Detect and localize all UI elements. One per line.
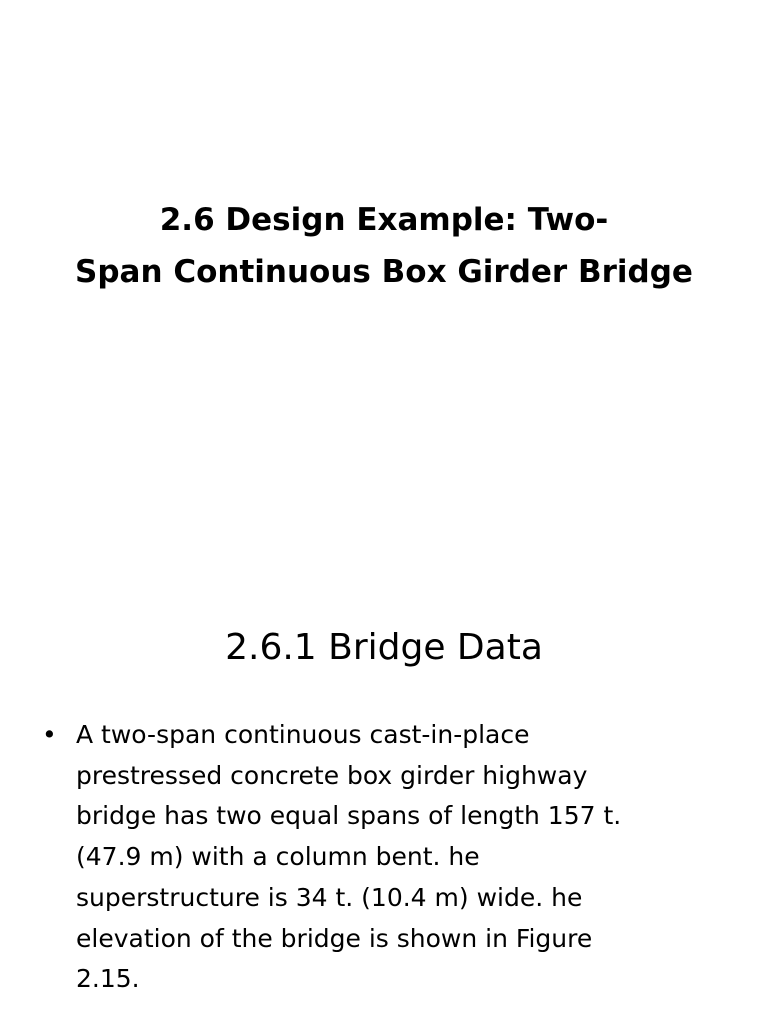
bullet-item — [42, 715, 732, 1000]
bullet-dot-icon: • — [42, 720, 57, 749]
bullet-text-line-7: 2.15. — [76, 964, 140, 994]
slide-title-line-1: 2.6 Design Example: Two- — [159, 202, 609, 238]
bullet-text-line-4: (47.9 m) with a column bent. he — [76, 842, 480, 872]
bullet-text-line-3: bridge has two equal spans of length 157 t. — [76, 801, 622, 831]
bullet-text-line-6: elevation of the bridge is shown in Figure — [76, 923, 593, 953]
bullet-text-line-1: A two-span continuous cast-in-place — [76, 720, 530, 749]
bullet-text-line-2: prestressed concrete box girder highway — [76, 760, 588, 790]
bullet-text-line-5: superstructure is 34 t. (10.4 m) wide. he — [76, 882, 583, 912]
slide-title — [0, 194, 768, 298]
bullet-list — [42, 715, 732, 1000]
slide-title-line-2: Span Continuous Box Girder Bridge — [75, 254, 693, 290]
section-heading: 2.6.1 Bridge Data — [225, 627, 543, 668]
